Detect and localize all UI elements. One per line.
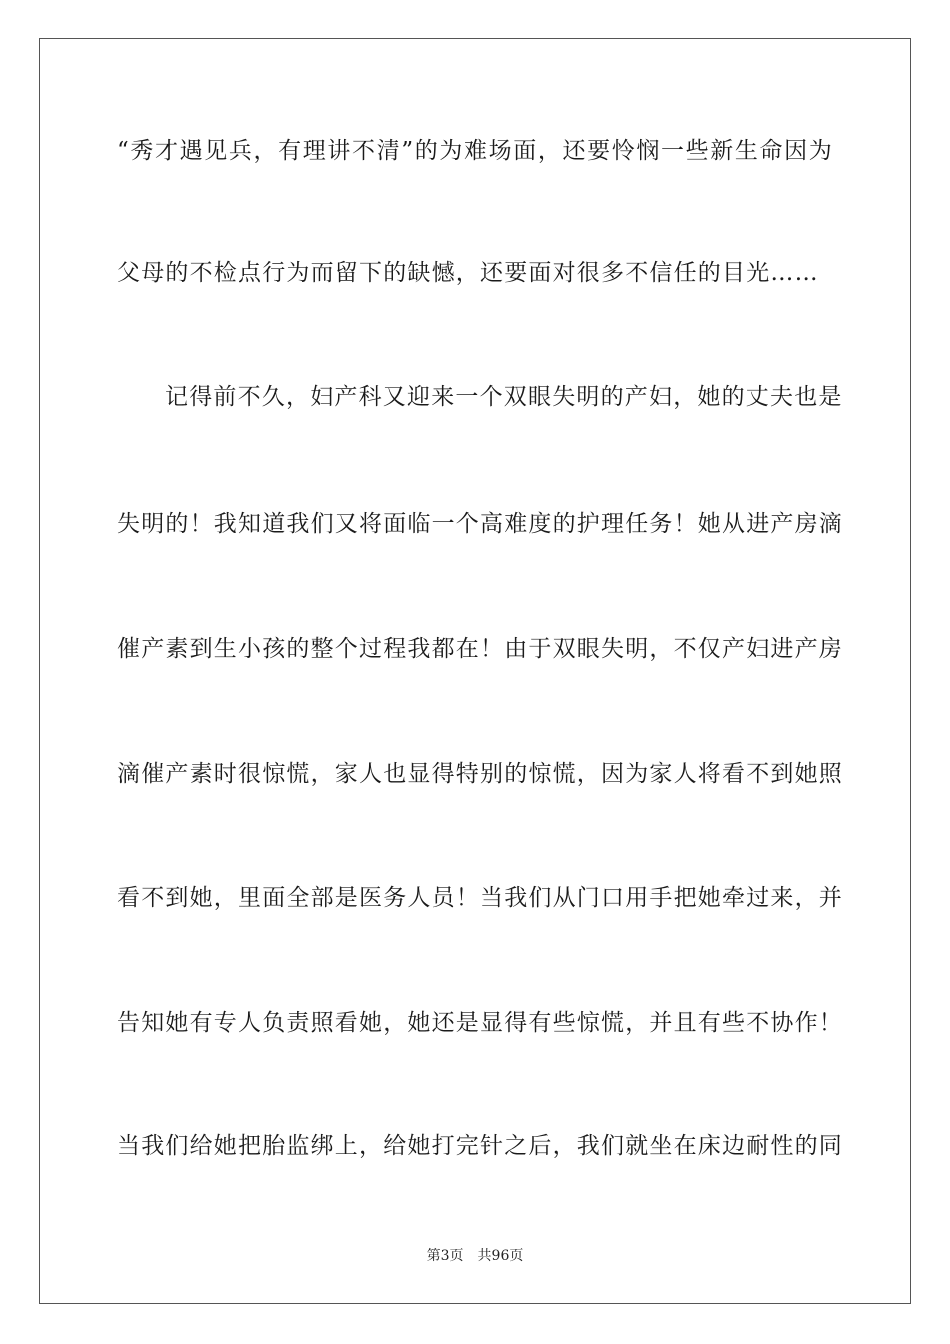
page-number-current: 第3页 [426, 1248, 464, 1264]
text-line-6: 滴催产素时很惊慌，家人也显得特别的惊慌，因为家人将看不到她照 [117, 761, 843, 787]
text-line-2: 父母的不检点行为而留下的缺憾，还要面对很多不信任的目光…… [117, 260, 819, 286]
text-line-9: 当我们给她把胎监绑上，给她打完针之后，我们就坐在床边耐性的同 [117, 1133, 843, 1159]
text-line-5: 催产素到生小孩的整个过程我都在！由于双眼失明，不仅产妇进产房 [117, 636, 843, 662]
text-line-7: 看不到她，里面全部是医务人员！当我们从门口用手把她牵过来，并 [117, 885, 843, 911]
text-line-4: 失明的！我知道我们又将面临一个高难度的护理任务！她从进产房滴 [117, 511, 843, 537]
text-line-1: “秀才遇见兵，有理讲不清”的为难场面，还要怜悯一些新生命因为 [117, 138, 833, 164]
page-number-total: 共96页 [477, 1248, 524, 1264]
text-line-8: 告知她有专人负责照看她，她还是显得有些惊慌，并且有些不协作！ [117, 1010, 843, 1036]
text-line-3: 记得前不久，妇产科又迎来一个双眼失明的产妇，她的丈夫也是 [165, 384, 843, 410]
page-border [39, 38, 911, 1304]
page-footer [0, 1247, 950, 1265]
